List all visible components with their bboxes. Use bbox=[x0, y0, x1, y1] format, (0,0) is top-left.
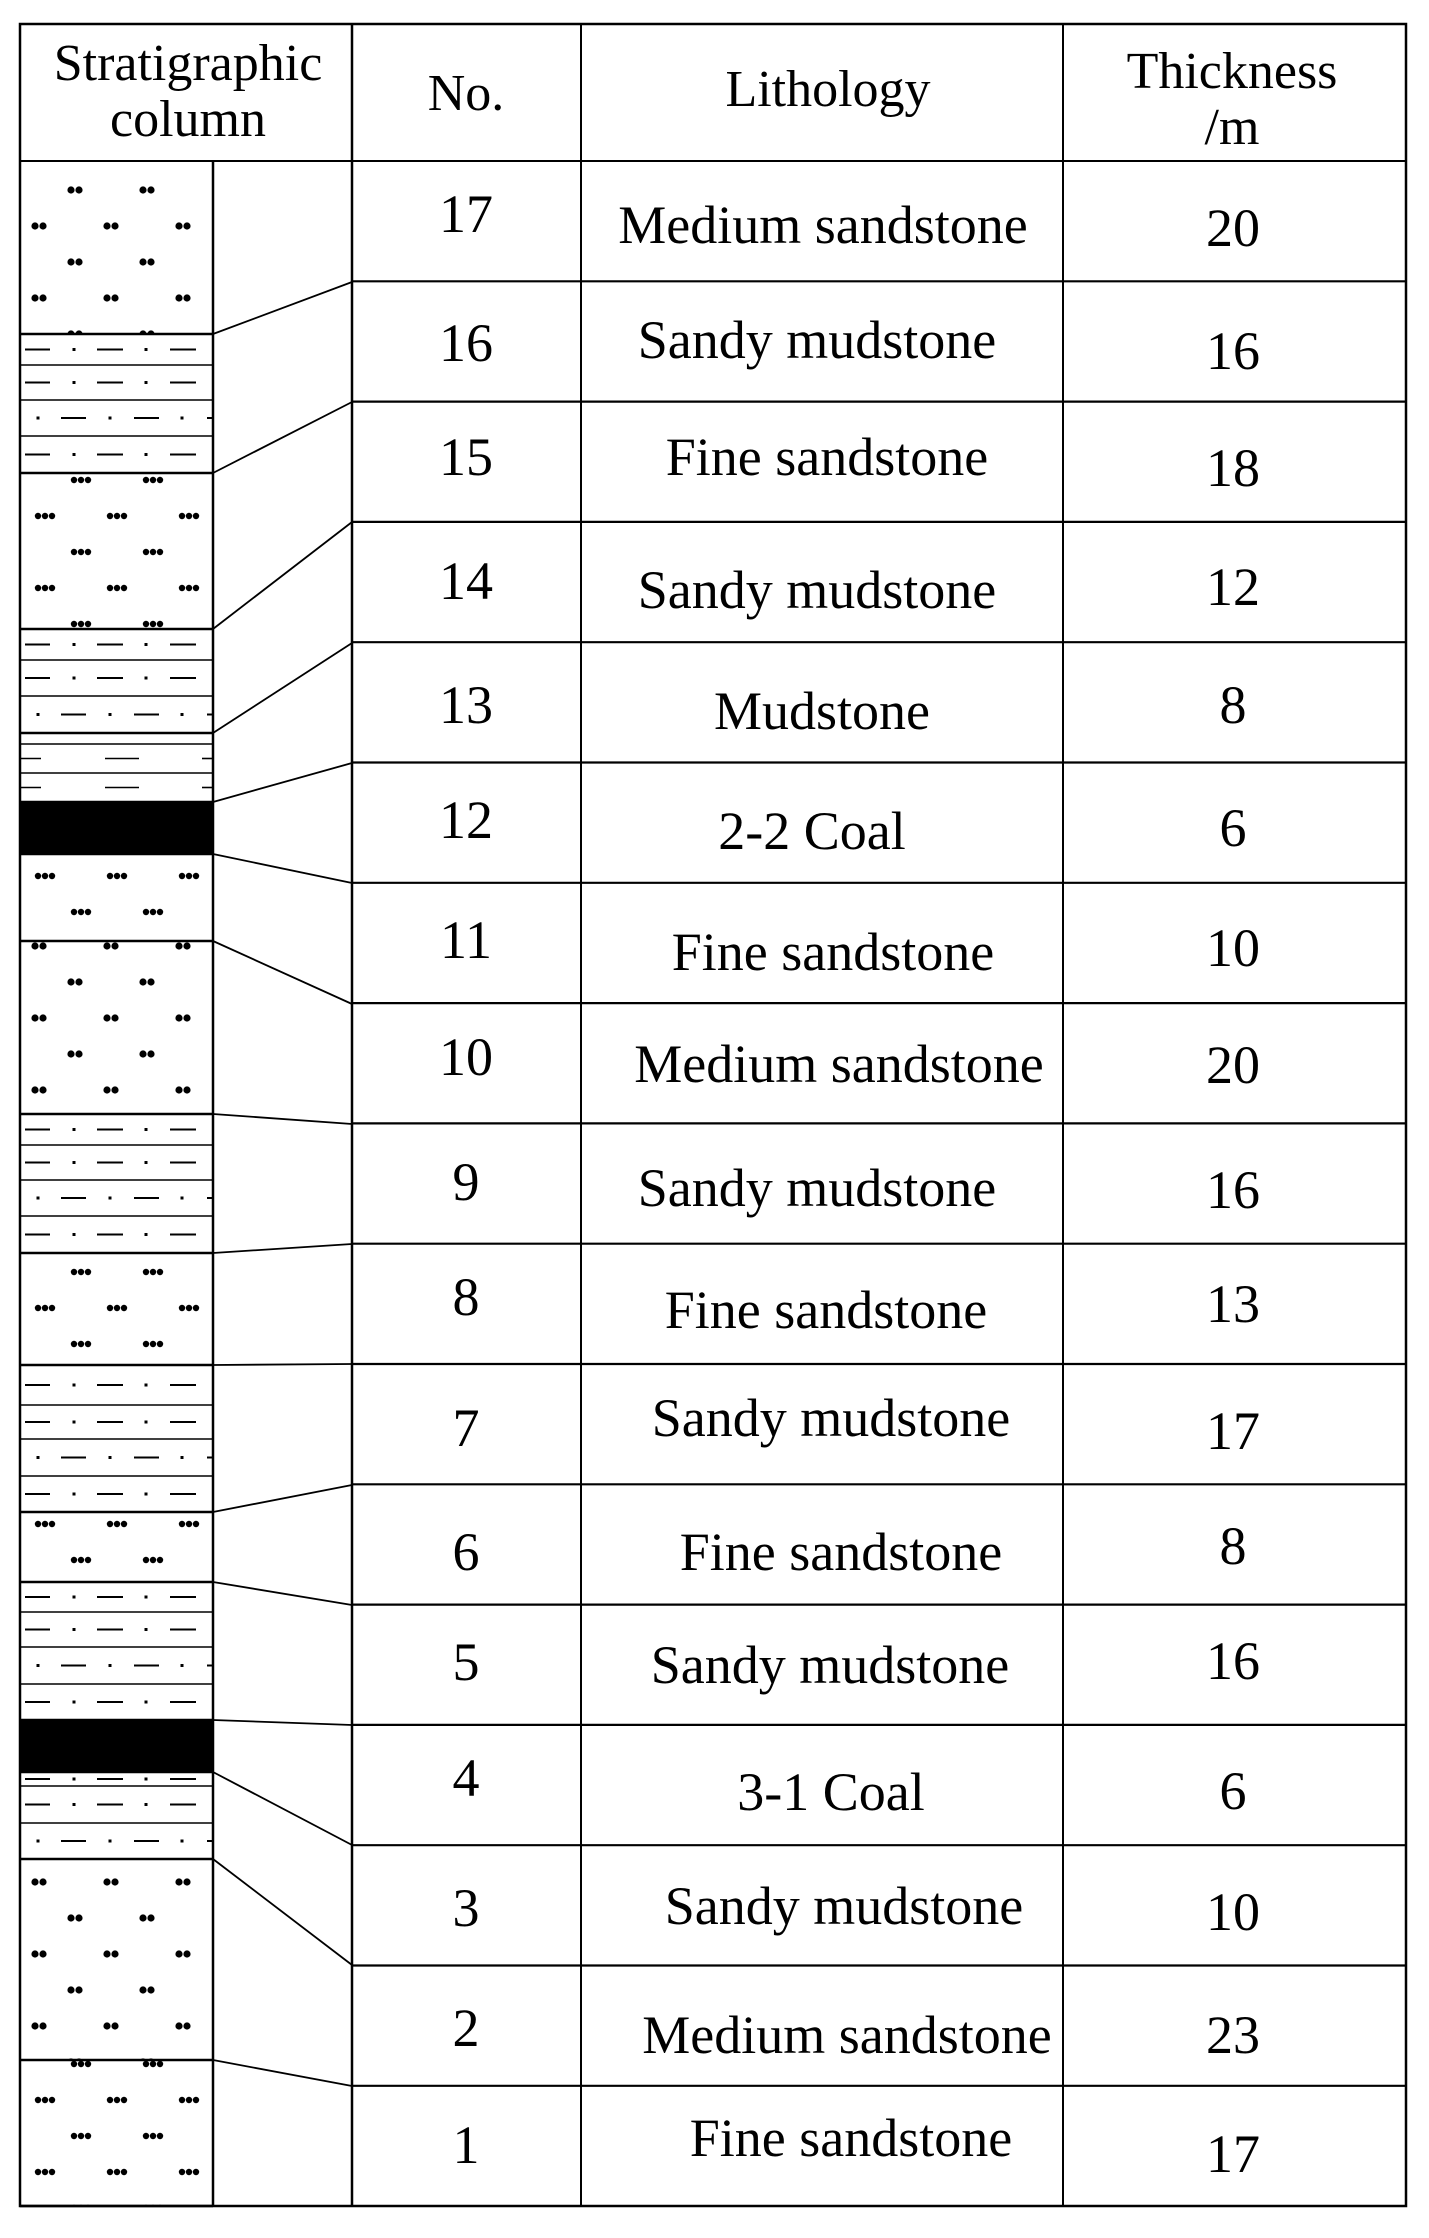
layer-number: 4 bbox=[452, 1748, 480, 1808]
layer-fine-sandstone bbox=[20, 854, 213, 941]
connector-line bbox=[213, 282, 352, 334]
connector-line bbox=[213, 1772, 352, 1845]
lithology-name: 3-1 Coal bbox=[737, 1762, 925, 1822]
layer-sandy-mudstone bbox=[20, 1384, 213, 1513]
connector-line bbox=[213, 522, 352, 629]
lithology-name: Fine sandstone bbox=[671, 922, 995, 982]
layer-coal bbox=[20, 802, 213, 854]
layer-fine-sandstone bbox=[20, 2060, 213, 2206]
layer-coal bbox=[20, 1720, 213, 1772]
layer-number: 14 bbox=[439, 551, 493, 611]
thickness-value: 10 bbox=[1206, 1882, 1260, 1942]
thickness-value: 16 bbox=[1206, 321, 1260, 381]
thickness-value: 18 bbox=[1206, 438, 1260, 498]
connector-line bbox=[213, 941, 352, 1004]
layer-sandy-mudstone bbox=[20, 348, 213, 473]
layer-fine-sandstone bbox=[20, 473, 213, 629]
header-stratigraphic-line1: Stratigraphic bbox=[53, 35, 323, 92]
lithology-name: Mudstone bbox=[714, 681, 930, 741]
header-stratigraphic-column bbox=[54, 36, 323, 148]
layer-number: 9 bbox=[452, 1152, 480, 1212]
header-thickness bbox=[1127, 44, 1338, 156]
connector-line bbox=[213, 854, 352, 883]
lithology-name: 2-2 Coal bbox=[718, 801, 906, 861]
layer-number: 8 bbox=[452, 1267, 480, 1327]
layer-connector-lines bbox=[213, 282, 352, 2086]
thickness-value: 17 bbox=[1206, 2124, 1260, 2184]
layer-sandy-mudstone bbox=[20, 643, 213, 733]
connector-line bbox=[213, 763, 352, 802]
header-thickness-line1: Thickness bbox=[1126, 43, 1338, 100]
layer-medium-sandstone bbox=[20, 941, 213, 1114]
lithology-name: Sandy mudstone bbox=[650, 1635, 1010, 1695]
connector-line bbox=[213, 1485, 352, 1512]
layer-fine-sandstone bbox=[20, 1253, 213, 1365]
thickness-value: 20 bbox=[1206, 1035, 1260, 1095]
lithology-name: Medium sandstone bbox=[618, 195, 1028, 255]
thickness-value: 12 bbox=[1206, 557, 1260, 617]
layer-number: 2 bbox=[452, 1998, 480, 2058]
layer-number: 16 bbox=[439, 313, 493, 373]
layer-fine-sandstone bbox=[20, 1512, 213, 1582]
layer-mudstone bbox=[20, 744, 213, 802]
header-no: No. bbox=[427, 65, 505, 122]
thickness-value: 16 bbox=[1206, 1631, 1260, 1691]
layer-number: 11 bbox=[440, 910, 492, 970]
connector-line bbox=[213, 402, 352, 473]
connector-line bbox=[213, 1859, 352, 1965]
layer-number: 17 bbox=[439, 184, 493, 244]
connector-line bbox=[213, 2060, 352, 2086]
lithology-name: Sandy mudstone bbox=[664, 1876, 1024, 1936]
connector-line bbox=[213, 1582, 352, 1605]
layer-number: 7 bbox=[452, 1398, 480, 1458]
thickness-value: 17 bbox=[1206, 1401, 1260, 1461]
lithology-name: Fine sandstone bbox=[664, 1280, 988, 1340]
stratigraphic-column-layers bbox=[20, 161, 213, 2206]
layer-sandy-mudstone bbox=[20, 1128, 213, 1253]
connector-line bbox=[213, 643, 352, 733]
layer-sandy-mudstone bbox=[20, 1778, 213, 1860]
lithology-name: Medium sandstone bbox=[634, 1034, 1044, 1094]
lithology-name: Fine sandstone bbox=[689, 2108, 1013, 2168]
layer-sandy-mudstone bbox=[20, 1596, 213, 1721]
layer-number: 1 bbox=[452, 2115, 480, 2175]
layer-medium-sandstone bbox=[20, 1859, 213, 2060]
connector-line bbox=[213, 1114, 352, 1124]
thickness-value: 8 bbox=[1219, 675, 1247, 735]
layer-number: 10 bbox=[439, 1027, 493, 1087]
lithology-name: Sandy mudstone bbox=[637, 560, 997, 620]
thickness-value: 20 bbox=[1206, 198, 1260, 258]
thickness-value: 10 bbox=[1206, 918, 1260, 978]
connector-line bbox=[213, 1720, 352, 1725]
thickness-value: 13 bbox=[1206, 1274, 1260, 1334]
layer-number: 15 bbox=[439, 427, 493, 487]
layer-number: 6 bbox=[452, 1522, 480, 1582]
lithology-name: Sandy mudstone bbox=[637, 1158, 997, 1218]
lithology-name: Fine sandstone bbox=[679, 1522, 1003, 1582]
thickness-value: 6 bbox=[1219, 1761, 1247, 1821]
lithology-name: Medium sandstone bbox=[642, 2005, 1052, 2065]
thickness-value: 23 bbox=[1206, 2005, 1260, 2065]
thickness-value: 16 bbox=[1206, 1160, 1260, 1220]
layer-number: 12 bbox=[439, 790, 493, 850]
header-stratigraphic-line2: column bbox=[110, 91, 266, 148]
lithology-name: Sandy mudstone bbox=[637, 310, 997, 370]
layer-number: 13 bbox=[439, 675, 493, 735]
layer-number: 3 bbox=[452, 1878, 480, 1938]
lithology-name: Fine sandstone bbox=[665, 427, 989, 487]
thickness-value: 6 bbox=[1219, 798, 1247, 858]
connector-line bbox=[213, 1244, 352, 1253]
lithology-name: Sandy mudstone bbox=[651, 1388, 1011, 1448]
connector-line bbox=[213, 1364, 352, 1365]
header-thickness-line2: /m bbox=[1204, 99, 1260, 156]
layer-medium-sandstone bbox=[20, 161, 213, 334]
header-lithology: Lithology bbox=[725, 61, 931, 118]
layer-number: 5 bbox=[452, 1632, 480, 1692]
thickness-value: 8 bbox=[1219, 1516, 1247, 1576]
